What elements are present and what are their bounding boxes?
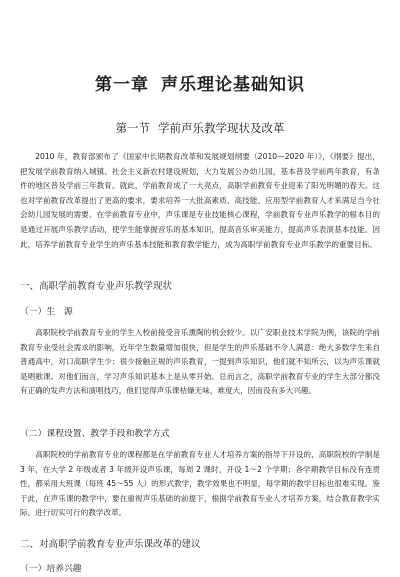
subheading-interest <box>20 563 82 576</box>
subheading-title: 生 源 <box>46 307 73 317</box>
subheading-title: 课程设置、教学手段和教学方式 <box>46 429 170 439</box>
subheading-curriculum <box>20 428 170 441</box>
curriculum-paragraph: 高职院校的学前教育专业的课程都是在学前教育专业人才培养方案的指导下开设的，高职院校的学制是 3 年，在大学 2 年级或者 3 年级开设声乐课，每周 2 课时，开设 1～2 个学期；各学期教学目标没有连贯性，都采用大班课（每班 45～55 人）的形式教学，教学效果也不明显，每学期的教学目标也很难实现。鉴于此，在声乐课的教学中，要在重视声乐基础的前提下，根据学前教育专业人才培养方案，结合教育教学实际，进行切实可行的教学改革。 <box>20 450 380 518</box>
subheading-number: （二） <box>20 429 47 439</box>
subheading-number: （一） <box>20 307 47 317</box>
intro-paragraph: 2010 年，教育部颁布了《国家中长期教育改革和发展规划纲要（2010—2020 年）》，《纲要》提出，把发展学前教育纳入城镇、社会主义新农村建设规划，大力发展公办幼儿园，基本普及学前两年教育，有条件的地区普及学前三年教育。就此，学前教育成了一大亮点，高职学前教育专业迎来了阳光明媚的春天。这也对学前教育改革提出了更高的要求，要求培养一大批高素质、高技能、应用型学前教育人才来满足当今社会幼儿园发展的需要。在学前教育专业中，声乐课是专业技能核心课程，学前教育专业声乐教学的根本目的是通过开展声乐教学活动，使学生能掌握音乐的基本知识，提高音乐审美能力，提高声乐表演基本技能。因此，培养学前教育专业学生的声乐基本技能和教育教学能力，成为高职学前教育专业声乐教学的重要目标。 <box>20 152 380 249</box>
subheading-number: （一） <box>20 564 47 574</box>
subheading-title: 培养兴趣 <box>46 564 82 574</box>
chapter-number: 第一章 <box>95 75 149 95</box>
heading-current-situation: 一、高职学前教育专业声乐教学现状 <box>20 281 173 292</box>
subheading-students <box>20 306 73 319</box>
section-heading <box>0 120 400 136</box>
students-paragraph: 高职院校学前教育专业的学生入校前接受音乐熏陶的机会较少。以广安职业技术学院为例，该院的学前教育专业受社会需求的影响，近年学生数量增加很快，但是学生的声乐基础不令人满意：绝大多数学生来自普通高中，对口高职学生少；很少接触正规的声乐教育，一提到声乐知识，他们就不知所云，以为声乐课就是唱歌课。对他们而言，学习声乐知识基本上是从零开始。总而言之，高职学前教育专业的学生大部分都没有正确的发声方法和演唱技巧，他们觉得声乐课枯燥无味，难度大，因而没有多大兴趣。 <box>20 328 380 396</box>
chapter-heading <box>0 74 400 96</box>
section-title: 学前声乐教学现状及改革 <box>158 121 285 135</box>
section-number: 第一节 <box>115 121 150 135</box>
chapter-title: 声乐理论基础知识 <box>161 75 305 95</box>
heading-reform-suggestions: 二、对高职学前教育专业声乐课改革的建议 <box>20 539 201 550</box>
